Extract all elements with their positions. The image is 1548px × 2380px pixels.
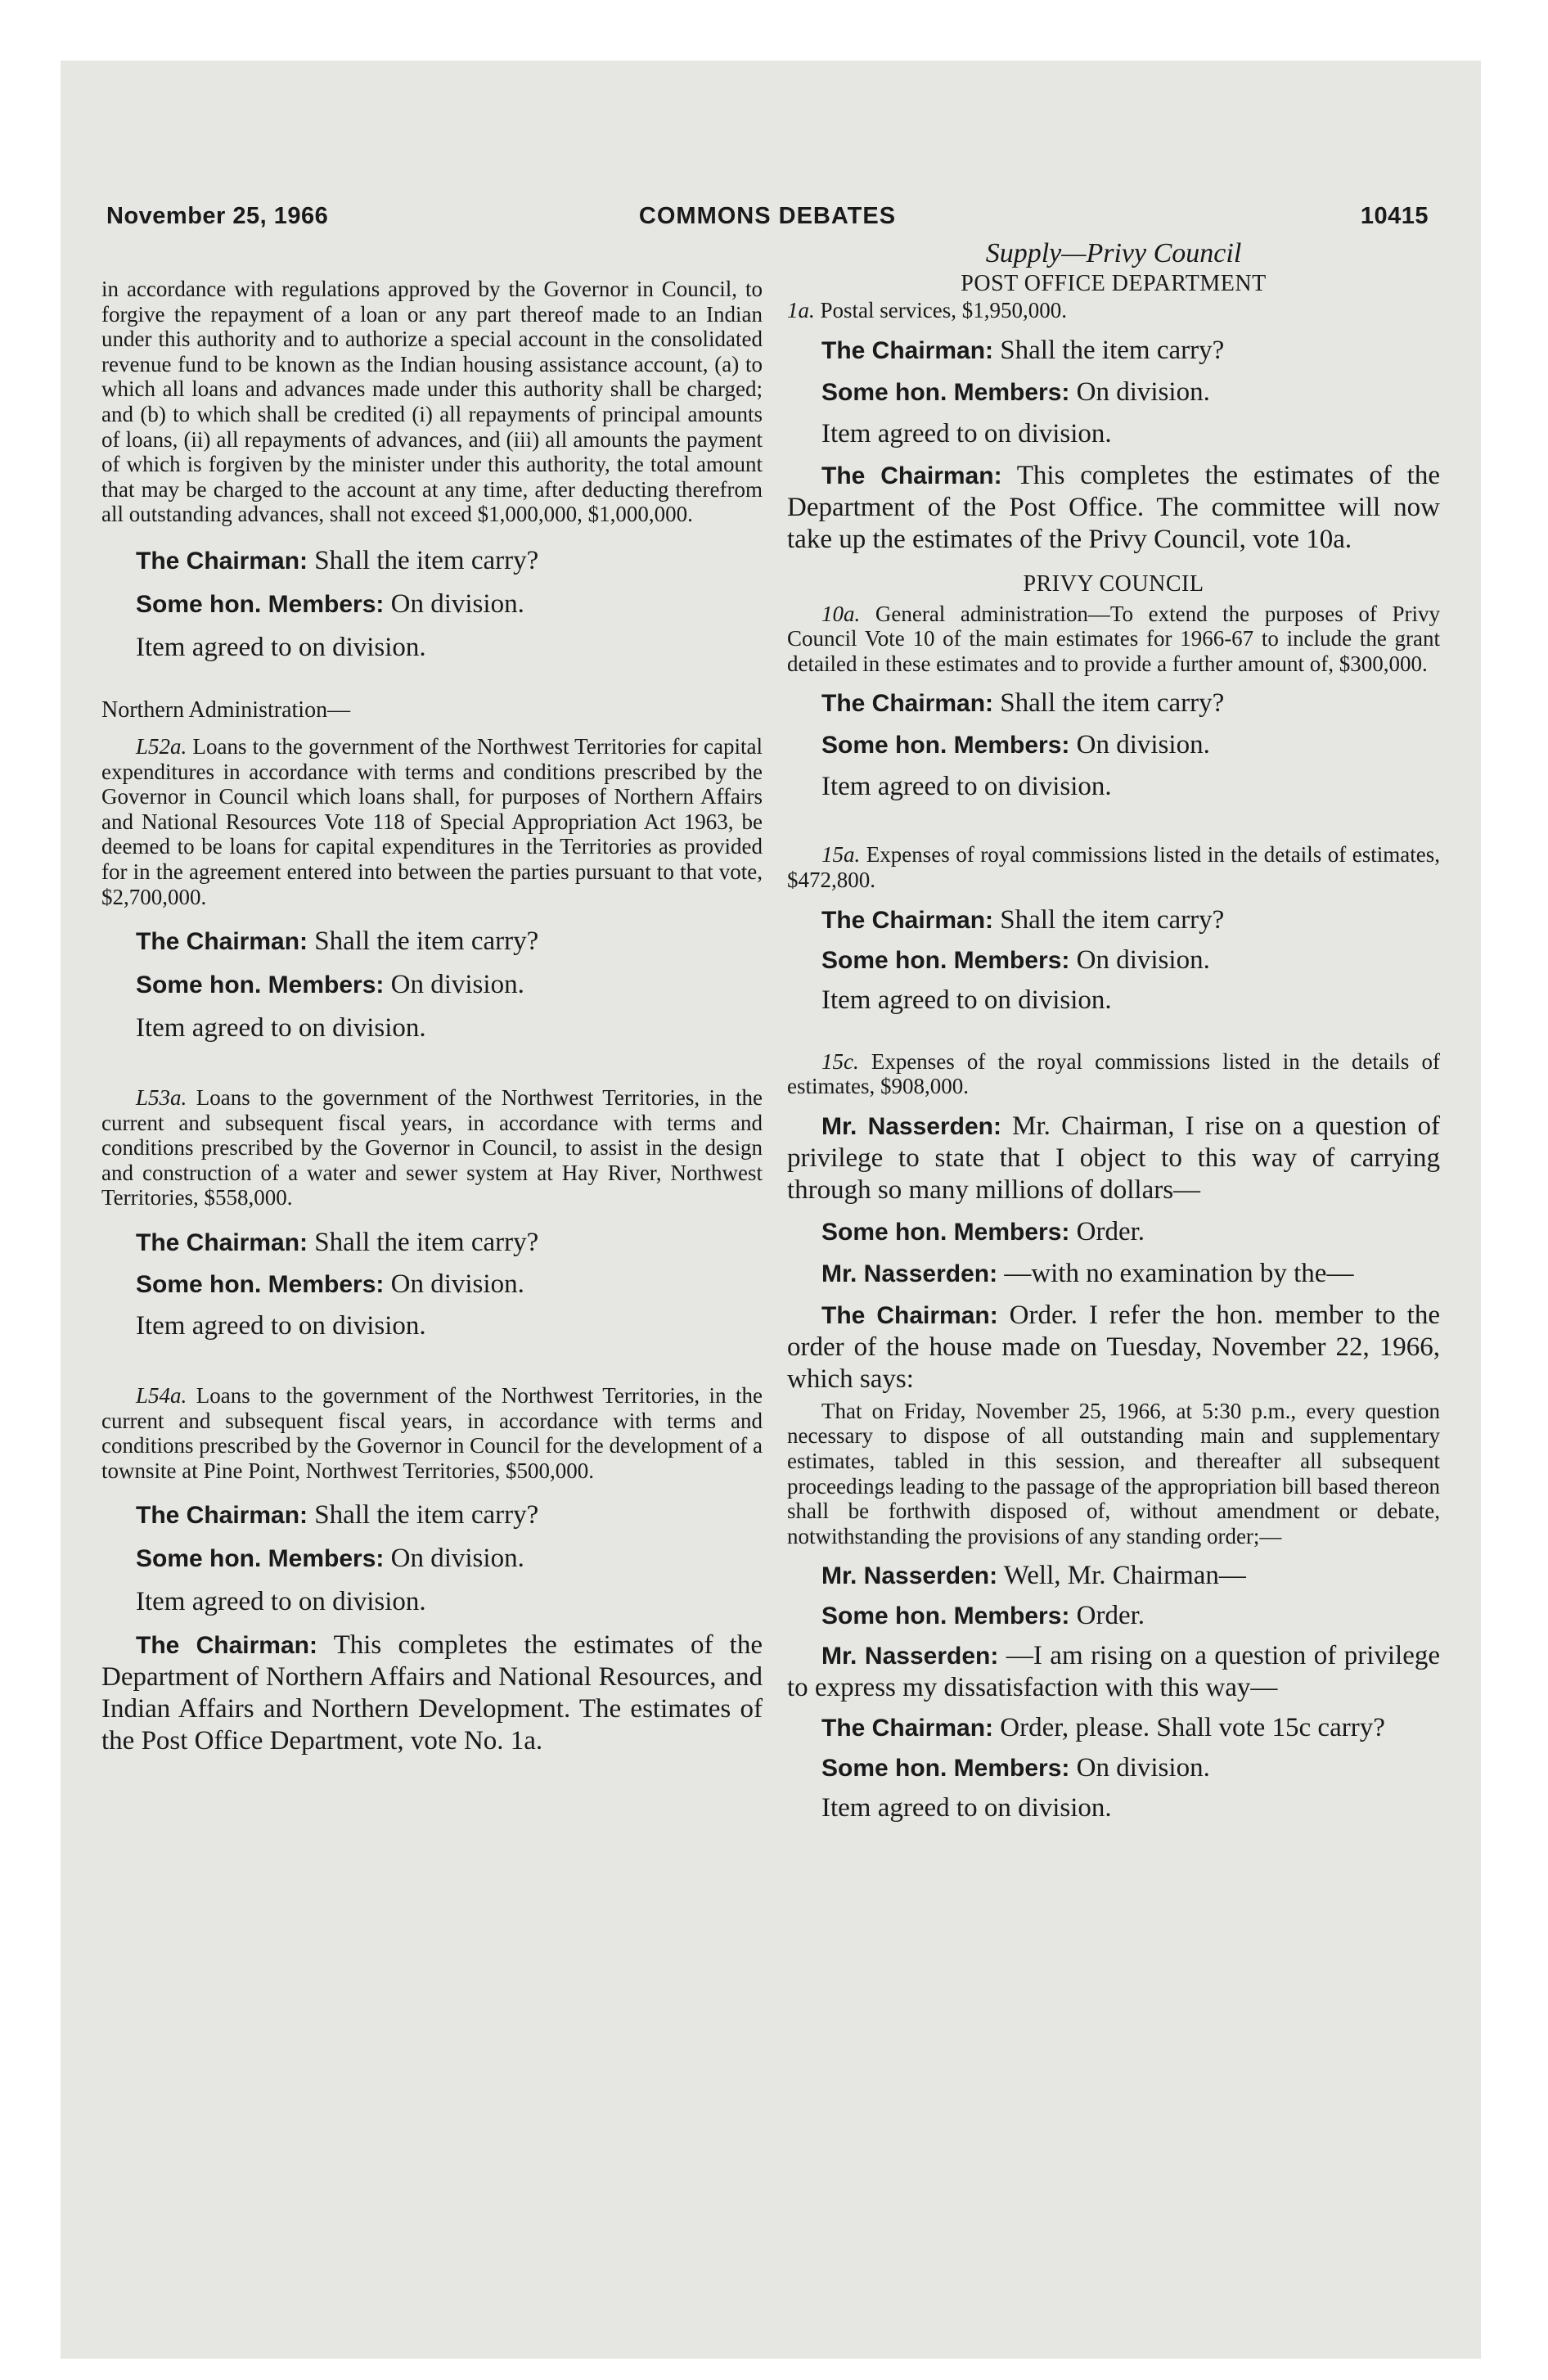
speaker-name: The Chairman: bbox=[136, 547, 308, 575]
speaker-name: The Chairman: bbox=[136, 928, 308, 956]
vote-item-l53a bbox=[101, 1085, 763, 1210]
speaker-name: Some hon. Members: bbox=[136, 971, 385, 999]
remark-text: On division. bbox=[1076, 944, 1210, 975]
remark-text: Shall the item carry? bbox=[314, 1228, 539, 1258]
vote-text: Expenses of royal commissions listed in the details of estimates, $472,800. bbox=[787, 842, 1440, 892]
chairman-remark bbox=[787, 335, 1440, 367]
speaker-name: The Chairman: bbox=[821, 1715, 994, 1742]
page-header bbox=[106, 203, 1429, 236]
vote-item-l54a bbox=[101, 1383, 763, 1483]
vote-item-10a bbox=[787, 602, 1440, 677]
vote-text: Loans to the government of the Northwest Territories for capital expenditures in accordance with terms and conditions prescribed by the Governor in Council which loans shall, for purposes of Northern Affairs and National Resources Vote 118 of Special Appropriation Act 1963, be deemed to be loans for capital expenditures in the Territories as provided for in the agreement entered into between the parties pursuant to that vote, $2,700,000. bbox=[101, 733, 763, 909]
vote-item-15c bbox=[787, 1049, 1440, 1099]
remark-text: On division. bbox=[390, 588, 524, 619]
running-head: Supply—Privy Council bbox=[985, 238, 1242, 268]
speaker-name: The Chairman: bbox=[821, 336, 994, 364]
members-remark bbox=[101, 1543, 763, 1575]
header-page-number: 10415 bbox=[1360, 203, 1429, 229]
left-column bbox=[101, 237, 763, 1757]
speaker-name: The Chairman: bbox=[821, 1301, 998, 1329]
speaker-name: Some hon. Members: bbox=[136, 1271, 385, 1299]
remark-text: On division. bbox=[390, 970, 524, 1000]
header-date: November 25, 1966 bbox=[106, 203, 329, 229]
quoted-order-text: That on Friday, November 25, 1966, at 5:30 p.m., every question necessary to dispose of all outstanding main and supplementary estimates, tabled in this session, and thereafter all subsequent proceedings leading to the passage of the appropriation bill based thereon shall be forthwith disposed of, without amendment or debate, notwithstanding the provisions of any standing order;— bbox=[787, 1398, 1440, 1548]
members-remark bbox=[787, 1752, 1440, 1784]
remark-text: Shall the item carry? bbox=[314, 545, 539, 575]
vote-text: Loans to the government of the Northwest Territories, in the current and subsequent fiscal years, in accordance with terms and conditions prescribed by the Governor in Council, to assist in the design and construction of a water and sewer system at Hay River, Northwest Territories, $558,000. bbox=[101, 1085, 763, 1210]
header-title: COMMONS DEBATES bbox=[638, 203, 897, 229]
nasserden-remark bbox=[787, 1258, 1440, 1290]
chairman-remark bbox=[101, 1629, 763, 1757]
members-remark bbox=[787, 944, 1440, 976]
speaker-name: Mr. Nasserden: bbox=[821, 1562, 998, 1590]
chairman-remark bbox=[787, 687, 1440, 719]
members-remark bbox=[787, 376, 1440, 408]
remark-text: Order. bbox=[1076, 1601, 1145, 1631]
vote-code: 15a. bbox=[821, 842, 861, 868]
vote-item-15a bbox=[787, 842, 1440, 892]
chairman-remark bbox=[787, 1300, 1440, 1395]
vote-code: 1a. bbox=[787, 298, 815, 322]
remark-text: Shall the item carry? bbox=[1000, 904, 1225, 935]
chairman-remark bbox=[101, 545, 763, 577]
speaker-name: Some hon. Members: bbox=[821, 378, 1070, 406]
nasserden-remark bbox=[787, 1111, 1440, 1206]
item-agreed: Item agreed to on division. bbox=[136, 1013, 426, 1044]
members-remark bbox=[101, 588, 763, 620]
remark-text: On division. bbox=[390, 1544, 524, 1574]
item-agreed: Item agreed to on division. bbox=[136, 632, 426, 662]
remark-text: —I am rising on a question of privilege to express my dissatisfaction with this way— bbox=[787, 1641, 1440, 1703]
vote-code: L52a. bbox=[136, 733, 187, 759]
speaker-name: Mr. Nasserden: bbox=[821, 1260, 998, 1287]
section-heading-post-office: POST OFFICE DEPARTMENT bbox=[961, 271, 1267, 296]
nasserden-remark bbox=[787, 1640, 1440, 1704]
chairman-remark bbox=[101, 1227, 763, 1259]
remark-text: Mr. Chairman, I rise on a question of privilege to state that I object to this way of carrying through so many millions of dollars— bbox=[787, 1111, 1440, 1205]
remark-text: Shall the item carry? bbox=[314, 926, 539, 957]
vote-text: Postal services, $1,950,000. bbox=[820, 298, 1067, 322]
speaker-name: The Chairman: bbox=[136, 1632, 317, 1660]
chairman-remark bbox=[787, 1712, 1440, 1744]
speaker-name: The Chairman: bbox=[136, 1229, 308, 1257]
remark-text: On division. bbox=[1076, 376, 1210, 407]
speaker-name: The Chairman: bbox=[136, 1502, 308, 1530]
chairman-remark bbox=[787, 460, 1440, 556]
item-agreed: Item agreed to on division. bbox=[821, 1793, 1112, 1823]
chairman-remark bbox=[787, 904, 1440, 936]
vote-code: L54a. bbox=[136, 1383, 187, 1409]
speaker-name: Some hon. Members: bbox=[821, 1218, 1070, 1246]
remark-text: On division. bbox=[390, 1269, 524, 1300]
speaker-name: Mr. Nasserden: bbox=[821, 1643, 999, 1670]
speaker-name: Some hon. Members: bbox=[821, 946, 1070, 974]
remark-text: Order, please. Shall vote 15c carry? bbox=[1000, 1713, 1385, 1743]
remark-text: This completes the estimates of the Department of the Post Office. The committee will now take up the estimates of the Privy Council, vote 10a. bbox=[787, 460, 1440, 554]
remark-text: Shall the item carry? bbox=[1000, 688, 1225, 719]
vote-text: Loans to the government of the Northwest Territories, in the current and subsequent fiscal years, in accordance with terms and conditions prescribed by the Governor in Council for the development of a townsite at Pine Point, Northwest Territories, $500,000. bbox=[101, 1383, 763, 1483]
speaker-name: Some hon. Members: bbox=[136, 590, 385, 618]
speaker-name: Mr. Nasserden: bbox=[821, 1112, 1001, 1140]
remark-text: This completes the estimates of the Department of Northern Affairs and National Resources, and Indian Affairs and Northern Development. The estimates of the Post Office Department, vote No. 1a. bbox=[101, 1630, 763, 1756]
vote-text: General administration—To extend the purposes of Privy Council Vote 10 of the main estimates for 1966-67 to include the grant detailed in these estimates and to provide a further amount of, $300,000. bbox=[787, 601, 1440, 676]
remark-text: —with no examination by the— bbox=[1004, 1258, 1354, 1288]
item-agreed: Item agreed to on division. bbox=[821, 772, 1112, 802]
speaker-name: The Chairman: bbox=[821, 690, 994, 718]
right-column bbox=[787, 237, 1440, 1824]
members-remark bbox=[101, 1269, 763, 1300]
members-remark bbox=[787, 729, 1440, 761]
speaker-name: Some hon. Members: bbox=[136, 1545, 385, 1573]
remark-text: Order. I refer the hon. member to the order of the house made on Tuesday, November 22, 1966, which says: bbox=[787, 1300, 1441, 1394]
vote-code: 10a. bbox=[821, 601, 861, 626]
speaker-name: Some hon. Members: bbox=[821, 732, 1070, 760]
nasserden-remark bbox=[787, 1560, 1440, 1592]
members-remark bbox=[101, 969, 763, 1001]
vote-item-1a bbox=[787, 298, 1440, 323]
speaker-name: The Chairman: bbox=[821, 906, 994, 934]
vote-text: Expenses of the royal commissions listed in the details of estimates, $908,000. bbox=[787, 1048, 1440, 1099]
vote-code: 15c. bbox=[821, 1048, 859, 1074]
speaker-name: Some hon. Members: bbox=[821, 1755, 1070, 1783]
remark-text: Order. bbox=[1076, 1216, 1145, 1246]
speaker-name: Some hon. Members: bbox=[821, 1602, 1070, 1630]
remark-text: On division. bbox=[1076, 730, 1210, 760]
remark-text: Shall the item carry? bbox=[1000, 335, 1225, 365]
members-remark bbox=[787, 1600, 1440, 1632]
vote-code: L53a. bbox=[136, 1085, 187, 1111]
remark-text: Well, Mr. Chairman— bbox=[1003, 1561, 1246, 1591]
paragraph-indian-housing: in accordance with regulations approved by the Governor in Council, to forgive the repayment of a loan or any part thereof made to an Indian under this authority and to authorize a special account in the consolidated revenue fund to be known as the Indian housing assistance account, (a) to which all loans and advances made under this authority shall be charged; and (b) to which shall be credited (i) all repayments of principal amounts of loans, (ii) all repayments of advances, and (iii) all amounts the payment of which is forgiven by the minister under this authority, the total amount that may be charged to the account at any time, after deducting therefrom all outstanding advances, shall not exceed $1,000,000, $1,000,000. bbox=[101, 277, 763, 527]
item-agreed: Item agreed to on division. bbox=[821, 985, 1112, 1015]
item-agreed: Item agreed to on division. bbox=[136, 1311, 426, 1341]
chairman-remark bbox=[101, 926, 763, 958]
section-heading-privy-council: PRIVY COUNCIL bbox=[1023, 570, 1204, 597]
item-agreed: Item agreed to on division. bbox=[821, 418, 1112, 449]
speaker-name: The Chairman: bbox=[821, 462, 1002, 489]
remark-text: On division. bbox=[1076, 1753, 1210, 1783]
item-agreed: Item agreed to on division. bbox=[136, 1587, 426, 1617]
vote-item-l52a bbox=[101, 734, 763, 909]
section-heading-northern: Northern Administration— bbox=[101, 696, 351, 723]
chairman-remark bbox=[101, 1499, 763, 1531]
remark-text: Shall the item carry? bbox=[314, 1500, 539, 1530]
members-remark bbox=[787, 1216, 1440, 1248]
